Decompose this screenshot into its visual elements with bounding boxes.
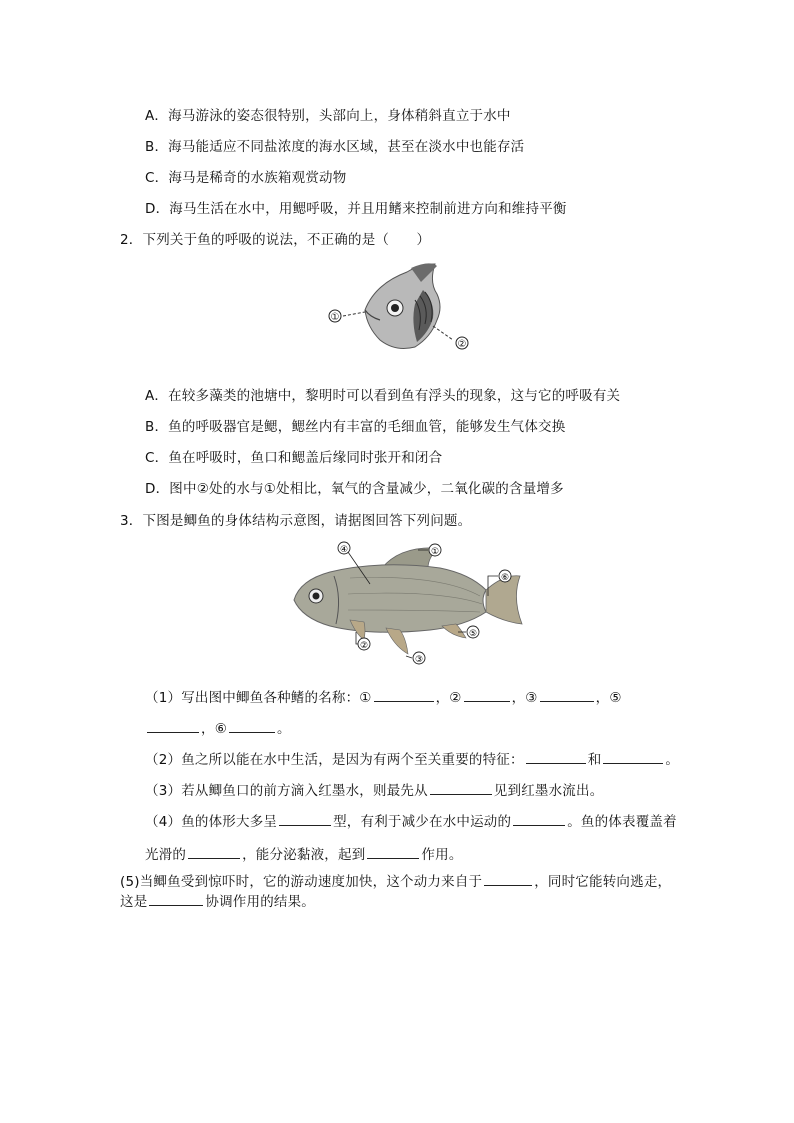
q3-s2-text: （2）鱼之所以能在水中生活，是因为有两个至关重要的特征： [145, 752, 524, 768]
q3-s1-text: （1）写出图中鲫鱼各种鳍的名称：① [145, 690, 372, 706]
blank-resistance [513, 811, 565, 826]
blank-power-source [484, 871, 532, 886]
fish-head-gill-figure [325, 262, 475, 354]
q3-s5-text: 协调作用的结果。 [205, 894, 316, 910]
q3-subq-5 [120, 870, 671, 890]
q3-fig-label-5: ⑤ [468, 629, 478, 639]
q2-stem: 2．下列关于鱼的呼吸的说法，不正确的是（ ） [120, 232, 431, 248]
q3-s3-text: （3）若从鲫鱼口的前方滴入红墨水，则最先从 [145, 783, 428, 799]
q3-s5-text: (5)当鲫鱼受到惊吓时，它的游动速度加快，这个动力来自于 [120, 874, 483, 890]
blank-fin-2 [464, 687, 510, 702]
q3-s4-text: 。鱼的体表覆盖着 [567, 814, 677, 830]
q3-s1-text: ，⑥ [201, 721, 228, 737]
blank-body-shape [279, 811, 331, 826]
q3-s1-text: ，② [435, 690, 462, 706]
q3-fig-label-2: ② [359, 641, 369, 651]
q2-option-a: A．在较多藻类的池塘中，黎明时可以看到鱼有浮头的现象，这与它的呼吸有关 [145, 388, 621, 404]
q3-subq-1-cont [145, 717, 291, 737]
q3-subq-2 [145, 748, 679, 768]
q1-option-d: D．海马生活在水中，用鳃呼吸，并且用鳍来控制前进方向和维持平衡 [145, 201, 567, 217]
q2-fig-label-2: ② [457, 339, 467, 350]
q3-subq-4 [145, 810, 677, 830]
q3-stem: 3．下图是鲫鱼的身体结构示意图，请据图回答下列问题。 [120, 513, 472, 529]
blank-feature-1 [526, 749, 586, 764]
q2-fig-label-1: ① [330, 312, 340, 323]
blank-scales [188, 844, 240, 859]
q3-fig-label-3: ③ [414, 655, 424, 665]
q3-s1-text: ，③ [511, 690, 538, 706]
q1-option-b: B．海马能适应不同盐浓度的海水区域，甚至在淡水中也能存活 [145, 139, 525, 155]
q3-s3-text: 见到红墨水流出。 [493, 783, 604, 799]
q3-fig-label-1: ① [430, 547, 440, 557]
q3-s4-text: 光滑的 [145, 847, 187, 863]
q3-fig-label-6: ⑥ [500, 573, 510, 583]
blank-fin-1 [374, 687, 434, 702]
q3-s5-text: ，同时它能转向逃走， [534, 874, 672, 890]
q2-option-d: D．图中②处的水与①处相比，氧气的含量减少，二氧化碳的含量增多 [145, 481, 564, 497]
q3-subq-1 [145, 686, 622, 706]
blank-fin-6 [229, 718, 275, 733]
q1-option-a: A．海马游泳的姿态很特别，头部向上，身体稍斜直立于水中 [145, 108, 511, 124]
q3-s1-text: ，⑤ [595, 690, 622, 706]
blank-coordination [149, 891, 203, 906]
q3-s4-text: （4）鱼的体形大多呈 [145, 814, 278, 830]
q3-fig-label-4: ④ [339, 545, 349, 555]
q3-s2-text: 和 [587, 752, 602, 768]
q2-option-c: C．鱼在呼吸时，鱼口和鳃盖后缘同时张开和闭合 [145, 450, 443, 466]
blank-outlet [430, 780, 492, 795]
q3-subq-3 [145, 779, 603, 799]
q3-s4-text: 型，有利于减少在水中运动的 [333, 814, 512, 830]
crucian-carp-figure [290, 538, 530, 666]
q3-subq-4-cont [145, 843, 463, 863]
q3-subq-5-cont [120, 890, 315, 910]
blank-function [367, 844, 419, 859]
q3-s4-text: ，能分泌黏液，起到 [242, 847, 366, 863]
blank-fin-3 [540, 687, 594, 702]
q1-option-c: C．海马是稀奇的水族箱观赏动物 [145, 170, 347, 186]
q3-s4-text: 作用。 [421, 847, 463, 863]
blank-feature-2 [603, 749, 663, 764]
q3-s1-text: 。 [277, 721, 291, 737]
q3-s5-text: 这是 [120, 894, 148, 910]
q3-s2-text: 。 [665, 752, 680, 768]
blank-fin-5 [147, 718, 199, 733]
q2-option-b: B．鱼的呼吸器官是鳃，鳃丝内有丰富的毛细血管，能够发生气体交换 [145, 419, 566, 435]
